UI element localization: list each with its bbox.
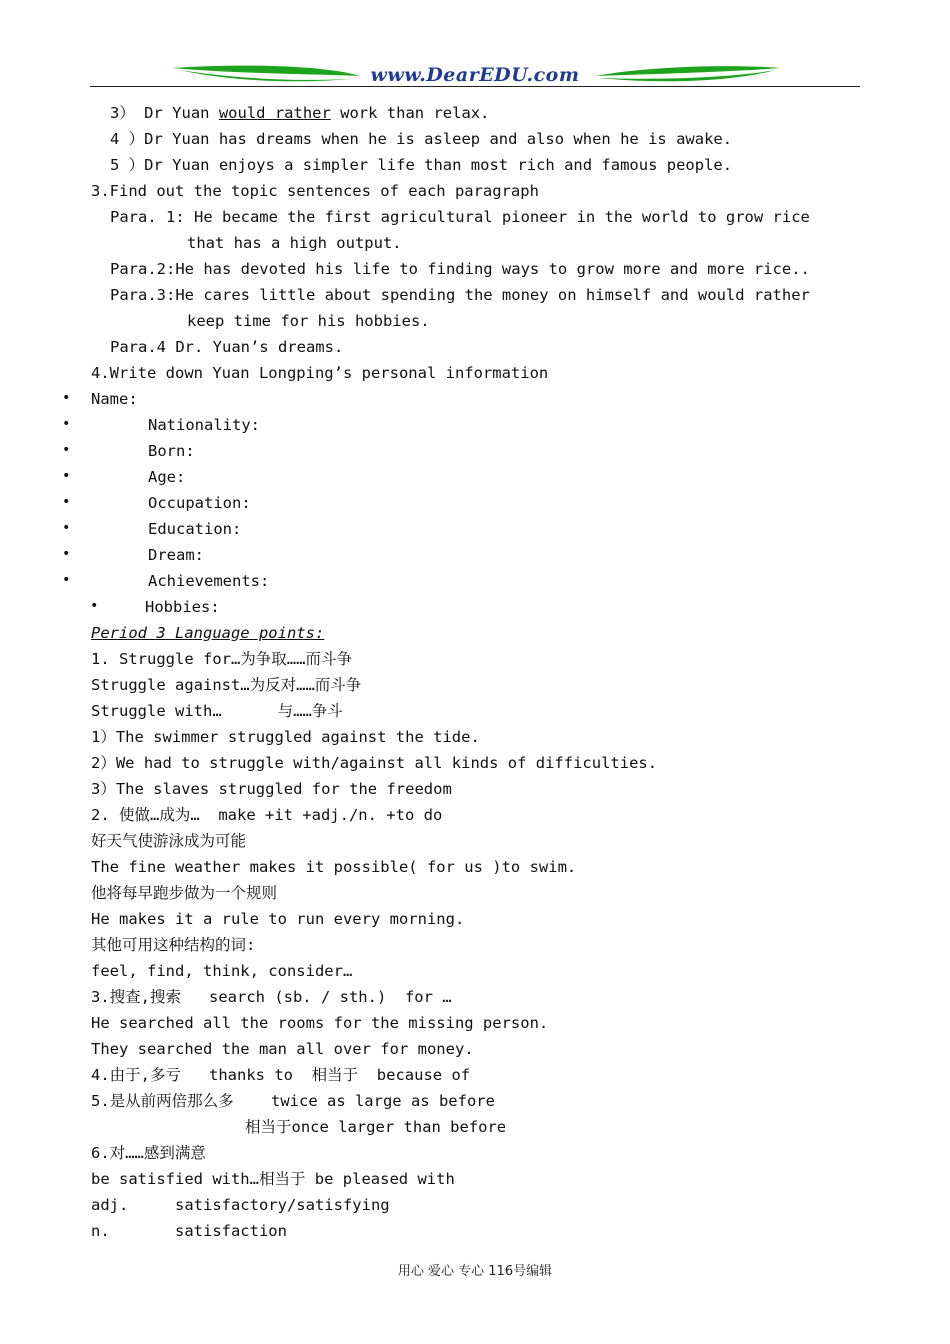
- text-line: 4.由于,多亏 thanks to 相当于 because of: [91, 1066, 471, 1084]
- text-line: n. satisfaction: [91, 1222, 287, 1240]
- text-line: 相当于once larger than before: [245, 1118, 507, 1136]
- info-field: Nationality:: [148, 416, 260, 434]
- para-line: Para.3:He cares little about spending the money on himself and would rather: [110, 286, 810, 304]
- bullet-icon: •: [62, 572, 71, 588]
- site-logo-text[interactable]: www.DearEDU.com: [370, 64, 580, 86]
- text-line: 好天气使游泳成为可能: [91, 832, 247, 850]
- bullet-icon: •: [62, 442, 71, 458]
- text-line: 其他可用这种结构的词:: [91, 936, 256, 954]
- info-field: Born:: [148, 442, 195, 460]
- text-line: 1. Struggle for…为争取……而斗争: [91, 650, 352, 668]
- info-field: Education:: [148, 520, 242, 538]
- section-title: 4.Write down Yuan Longping’s personal information: [91, 364, 549, 382]
- text-line: 2. 使做…成为… make +it +adj./n. +to do: [91, 806, 443, 824]
- text-line: 1）The swimmer struggled against the tide.: [91, 728, 480, 746]
- bullet-icon: •: [62, 390, 71, 406]
- text-line: 3.搜查,搜索 search (sb. / sth.) for …: [91, 988, 452, 1006]
- bullet-icon: •: [90, 598, 99, 614]
- para-line: that has a high output.: [187, 234, 402, 252]
- text-line: The fine weather makes it possible( for us )to swim.: [91, 858, 577, 876]
- para-line: Para.4 Dr. Yuan’s dreams.: [110, 338, 344, 356]
- para-line: Para.2:He has devoted his life to finding ways to grow more and more rice..: [110, 260, 810, 278]
- text-line: 6.对……感到满意: [91, 1144, 206, 1162]
- info-field: Name:: [91, 390, 138, 408]
- text-line: be satisfied with…相当于 be pleased with: [91, 1170, 455, 1188]
- para-line: Para. 1: He became the first agricultural pioneer in the world to grow rice: [110, 208, 810, 226]
- page-footer: 用心 爱心 专心 116号编辑: [397, 1264, 553, 1279]
- bullet-icon: •: [62, 520, 71, 536]
- list-item: 4 ）Dr Yuan has dreams when he is asleep and also when he is awake.: [110, 130, 733, 148]
- bullet-icon: •: [62, 546, 71, 562]
- text-line: He makes it a rule to run every morning.: [91, 910, 465, 928]
- bullet-icon: •: [62, 416, 71, 432]
- text-line: adj. satisfactory/satisfying: [91, 1196, 390, 1214]
- bullet-icon: •: [62, 468, 71, 484]
- bullet-icon: •: [62, 494, 71, 510]
- section-title: 3.Find out the topic sentences of each paragraph: [91, 182, 539, 200]
- info-field: Occupation:: [148, 494, 251, 512]
- text-line: 5.是从前两倍那么多 twice as large as before: [91, 1092, 495, 1110]
- text-line: He searched all the rooms for the missing person.: [91, 1014, 549, 1032]
- info-field: Achievements:: [148, 572, 270, 590]
- info-field: Age:: [148, 468, 186, 486]
- para-line: keep time for his hobbies.: [187, 312, 430, 330]
- text-line: Struggle with… 与……争斗: [91, 702, 343, 720]
- period-title: Period 3 Language points:: [91, 624, 325, 642]
- info-field: Dream:: [148, 546, 204, 564]
- text-line: 他将每早跑步做为一个规则: [91, 884, 278, 902]
- info-field: Hobbies:: [145, 598, 220, 616]
- text-line: They searched the man all over for money.: [91, 1040, 474, 1058]
- text-line: 3）The slaves struggled for the freedom: [91, 780, 452, 798]
- header-rule: [90, 86, 860, 87]
- list-item: 5 ）Dr Yuan enjoys a simpler life than most rich and famous people.: [110, 156, 733, 174]
- list-item: 3） Dr Yuan would rather work than relax.: [110, 104, 490, 122]
- text-line: Struggle against…为反对……而斗争: [91, 676, 362, 694]
- text-line: 2）We had to struggle with/against all kinds of difficulties.: [91, 754, 658, 772]
- text-line: feel, find, think, consider…: [91, 962, 353, 980]
